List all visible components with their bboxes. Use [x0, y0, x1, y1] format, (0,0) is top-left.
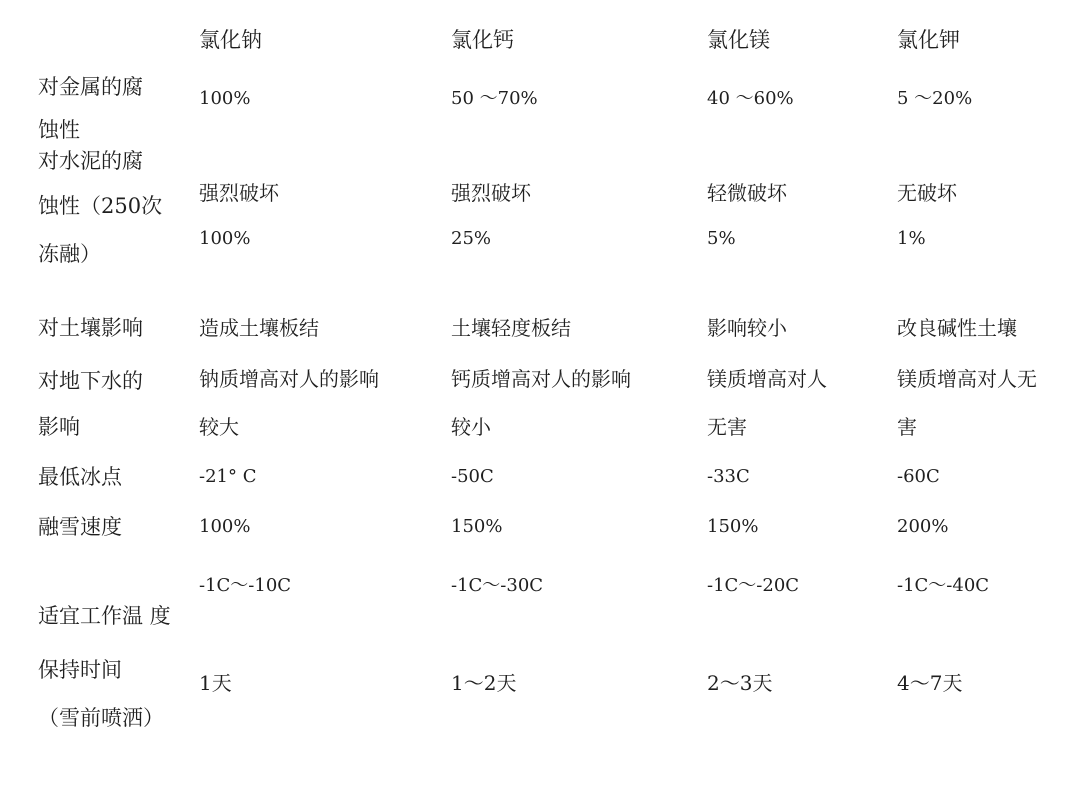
cell-worktemp-mgcl2: -1C～-20C	[707, 575, 800, 596]
cell-cement-value-cacl2: 25%	[451, 228, 492, 249]
cell-groundwater-nacl-line1: 钠质增高对人的影响	[199, 367, 379, 391]
cell-worktemp-kcl: -1C～-40C	[897, 575, 990, 596]
cell-duration-cacl2: 1～2天	[451, 671, 517, 695]
cell-melt-mgcl2: 150%	[707, 516, 759, 537]
row-label-melt-speed: 融雪速度	[38, 515, 122, 539]
header-calcium-chloride: 氯化钙	[451, 28, 514, 52]
cell-cement-effect-cacl2: 强烈破坏	[451, 181, 531, 205]
cell-cement-effect-nacl: 强烈破坏	[199, 181, 279, 205]
row-label-metal-corrosion-line2: 蚀性	[38, 118, 80, 142]
cell-groundwater-kcl-line1: 镁质增高对人无	[897, 367, 1037, 391]
cell-freezing-nacl: -21° C	[199, 466, 257, 487]
row-label-soil: 对土壤影响	[38, 316, 143, 340]
cell-cement-effect-kcl: 无破坏	[897, 181, 957, 205]
header-sodium-chloride: 氯化钠	[199, 28, 262, 52]
cell-cement-value-kcl: 1%	[897, 228, 926, 249]
cell-cement-value-nacl: 100%	[199, 228, 251, 249]
row-label-work-temp: 适宜工作温 度	[38, 604, 171, 628]
row-label-duration-line1: 保持时间	[38, 658, 122, 682]
cell-cement-value-mgcl2: 5%	[707, 228, 736, 249]
row-label-duration-line2: （雪前喷洒）	[38, 706, 164, 730]
cell-soil-mgcl2: 影响较小	[707, 316, 787, 340]
cell-soil-cacl2: 土壤轻度板结	[451, 316, 571, 340]
cell-freezing-mgcl2: -33C	[707, 466, 750, 487]
cell-groundwater-kcl-line2: 害	[897, 415, 917, 439]
cell-metal-cacl2: 50 ～70%	[451, 88, 538, 109]
cell-metal-nacl: 100%	[199, 88, 251, 109]
cell-duration-nacl: 1天	[199, 671, 232, 695]
row-label-groundwater-line2: 影响	[38, 415, 80, 439]
cell-duration-kcl: 4～7天	[897, 671, 963, 695]
cell-melt-nacl: 100%	[199, 516, 251, 537]
cell-melt-kcl: 200%	[897, 516, 949, 537]
cell-metal-mgcl2: 40 ～60%	[707, 88, 794, 109]
cell-duration-mgcl2: 2～3天	[707, 671, 773, 695]
cell-worktemp-cacl2: -1C～-30C	[451, 575, 544, 596]
cell-melt-cacl2: 150%	[451, 516, 503, 537]
cell-cement-effect-mgcl2: 轻微破坏	[707, 181, 787, 205]
cell-soil-kcl: 改良碱性土壤	[897, 316, 1017, 340]
cell-freezing-kcl: -60C	[897, 466, 940, 487]
row-label-cement-line2: 蚀性（250次	[38, 194, 163, 218]
cell-worktemp-nacl: -1C～-10C	[199, 575, 292, 596]
row-label-freezing-point: 最低冰点	[38, 465, 122, 489]
cell-groundwater-nacl-line2: 较大	[199, 415, 239, 439]
row-label-metal-corrosion-line1: 对金属的腐	[38, 75, 143, 99]
cell-soil-nacl: 造成土壤板结	[199, 316, 319, 340]
header-potassium-chloride: 氯化钾	[897, 28, 960, 52]
row-label-groundwater-line1: 对地下水的	[38, 369, 143, 393]
row-label-cement-line1: 对水泥的腐	[38, 149, 143, 173]
cell-groundwater-cacl2-line1: 钙质增高对人的影响	[451, 367, 631, 391]
cell-groundwater-mgcl2-line2: 无害	[707, 415, 747, 439]
cell-groundwater-cacl2-line2: 较小	[451, 415, 491, 439]
row-label-cement-line3: 冻融）	[38, 242, 101, 266]
header-magnesium-chloride: 氯化镁	[707, 28, 770, 52]
cell-groundwater-mgcl2-line1: 镁质增高对人	[707, 367, 827, 391]
cell-freezing-cacl2: -50C	[451, 466, 494, 487]
cell-metal-kcl: 5 ～20%	[897, 88, 973, 109]
